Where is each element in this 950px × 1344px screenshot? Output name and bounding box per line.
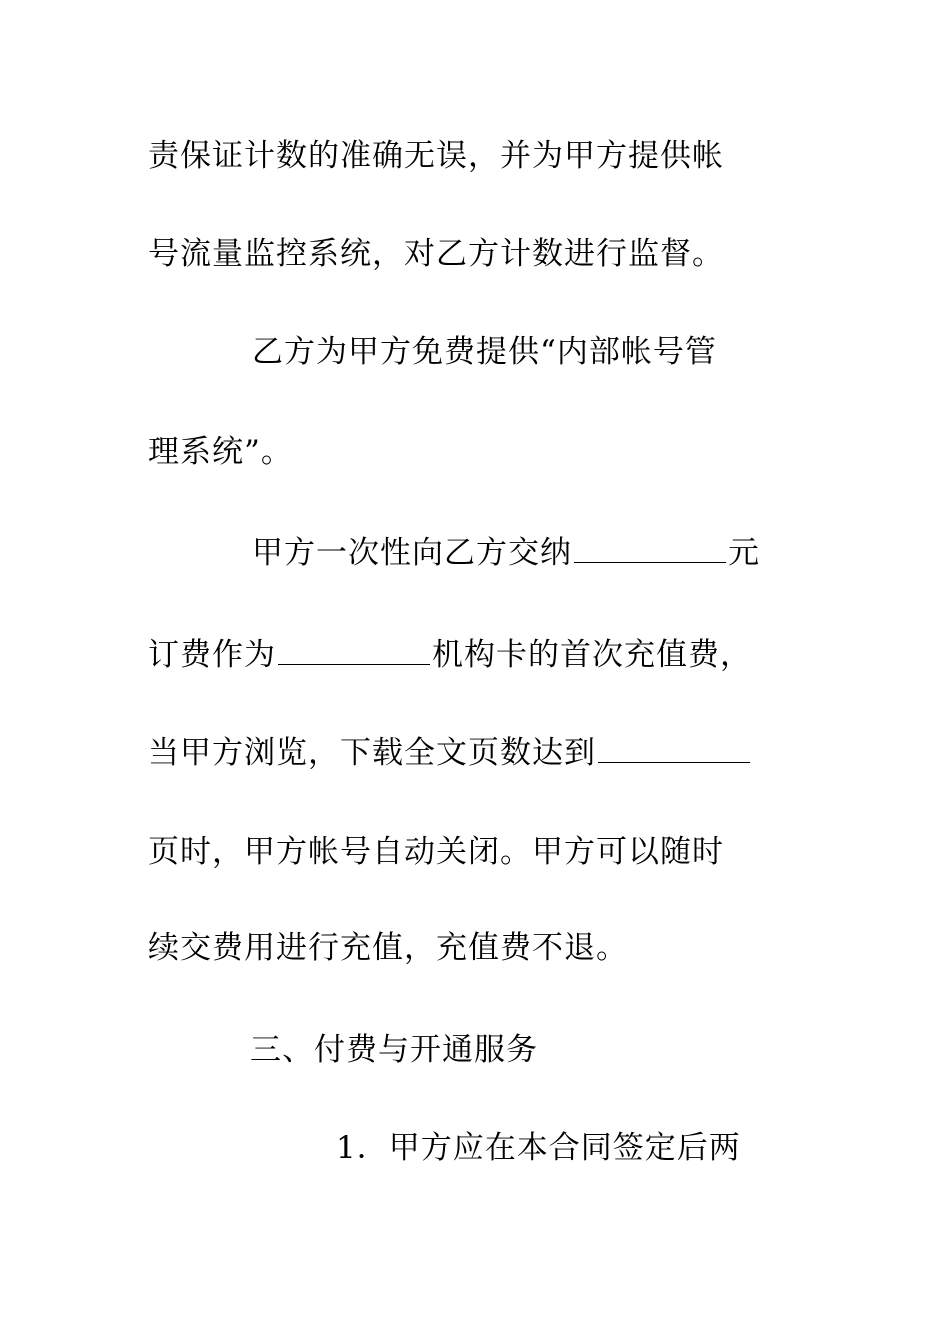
text-line [148, 136, 724, 176]
numbered-item [336, 1128, 741, 1168]
text-line [148, 928, 628, 968]
fill-in-blank [574, 532, 726, 563]
line-text: 机构卡的首次充值费， [432, 637, 752, 673]
line-text: 页时，甲方帐号自动关闭。甲方可以随时 [148, 834, 724, 870]
line-text: 乙方为甲方免费提供“内部帐号管 [252, 334, 717, 370]
text-line [148, 634, 752, 675]
fill-in-blank [598, 732, 750, 763]
line-text: 元 [728, 535, 760, 571]
line-text: 1．甲方应在本合同签定后两 [336, 1130, 741, 1166]
line-text: 号流量监控系统，对乙方计数进行监督。 [148, 236, 724, 272]
line-text: 甲方一次性向乙方交纳 [252, 535, 572, 571]
fill-in-blank [278, 634, 430, 665]
section-heading [250, 1030, 538, 1070]
line-text: 当甲方浏览，下载全文页数达到 [148, 735, 596, 771]
line-text: 理系统”。 [148, 434, 293, 470]
text-line [148, 832, 724, 872]
text-line [148, 432, 293, 472]
text-line [148, 234, 724, 274]
text-line [148, 732, 752, 773]
line-text: 责保证计数的准确无误，并为甲方提供帐 [148, 138, 724, 174]
text-line [252, 532, 760, 573]
text-line [252, 332, 717, 372]
line-text: 三、付费与开通服务 [250, 1032, 538, 1068]
line-text: 续交费用进行充值，充值费不退。 [148, 930, 628, 966]
line-text: 订费作为 [148, 637, 276, 673]
